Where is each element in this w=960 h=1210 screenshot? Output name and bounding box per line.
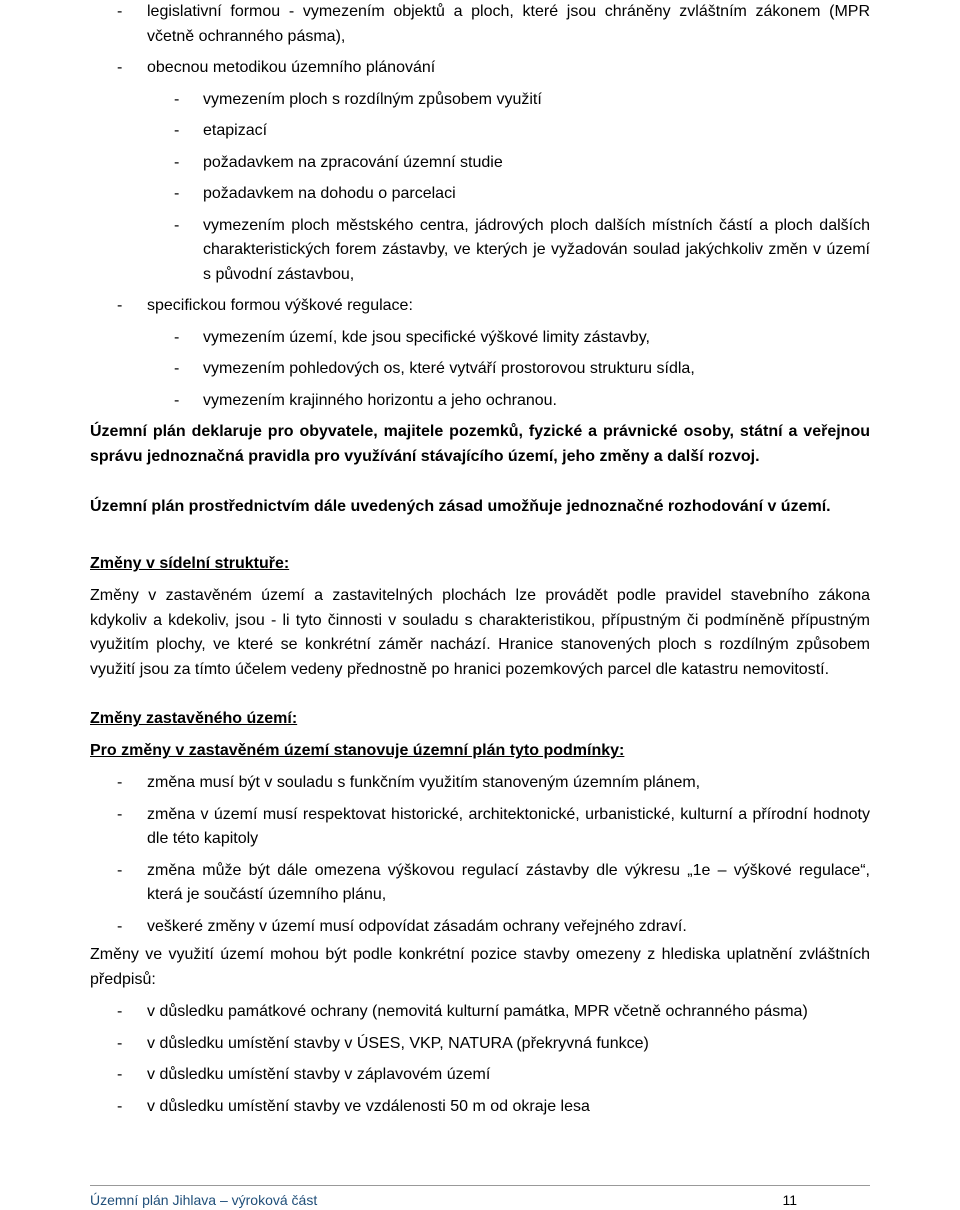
list-item — [90, 88, 870, 113]
footer-title: Územní plán Jihlava – výroková část — [90, 1192, 318, 1208]
list-item — [90, 915, 870, 940]
list-item-text: vymezením ploch s rozdílným způsobem využití — [203, 90, 542, 108]
page-number: 11 — [782, 1192, 797, 1208]
list-dash: - — [174, 216, 180, 234]
list-item — [90, 357, 870, 382]
list-dash: - — [117, 1097, 123, 1115]
list-item — [90, 214, 870, 288]
list-item-text: v důsledku umístění stavby ve vzdálenosti 50 m od okraje lesa — [147, 1097, 590, 1115]
page-footer — [90, 1185, 870, 1210]
list-item — [90, 1000, 870, 1025]
conditions-list — [90, 771, 870, 939]
principles-paragraph: Územní plán prostřednictvím dále uvedených zásad umožňuje jednoznačné rozhodování v území. — [90, 498, 831, 515]
list-item — [90, 294, 870, 319]
protection-list — [90, 0, 870, 413]
list-item-text: veškeré změny v území musí odpovídat zásadám ochrany veřejného zdraví. — [147, 917, 687, 935]
list-item — [90, 771, 870, 796]
list-item-text: změna může být dále omezena výškovou regulací zástavby dle výkresu „1e – výškové regulace“, která je součástí územního plánu, — [147, 861, 870, 903]
list-dash: - — [174, 360, 180, 377]
list-dash: - — [117, 774, 123, 791]
list-item-text: legislativní formou - vymezením objektů a ploch, které jsou chráněny zvláštním zákonem (MPR včetně ochranného pásma), — [147, 3, 870, 45]
list-item-text: vymezením krajinného horizontu a jeho ochranou. — [203, 391, 557, 409]
list-item — [90, 1095, 870, 1120]
list-item-text: požadavkem na dohodu o parcelaci — [203, 185, 456, 202]
list-dash: - — [174, 391, 180, 409]
list-item-text: požadavkem na zpracování územní studie — [203, 153, 503, 171]
list-item-text: vymezením pohledových os, které vytváří prostorovou strukturu sídla, — [203, 360, 695, 377]
list-item — [90, 1032, 870, 1057]
list-item — [90, 182, 870, 207]
list-item — [90, 389, 870, 414]
structure-heading: Změny v sídelní struktuře: — [90, 555, 290, 572]
list-dash: - — [117, 3, 123, 20]
list-dash: - — [174, 153, 180, 171]
list-item-text: etapizací — [203, 122, 268, 139]
list-dash: - — [117, 1003, 123, 1020]
list-dash: - — [117, 861, 123, 879]
list-dash: - — [117, 917, 123, 935]
list-item-text: změna musí být v souladu s funkčním využitím stanoveným územním plánem, — [147, 774, 701, 791]
list-item — [90, 326, 870, 351]
list-dash: - — [117, 1066, 123, 1083]
list-dash: - — [174, 185, 180, 202]
list-dash: - — [174, 328, 180, 346]
list-dash: - — [117, 297, 123, 314]
list-item — [90, 803, 870, 852]
list-dash: - — [117, 805, 123, 823]
list-dash: - — [174, 122, 180, 139]
list-item-text: změna v území musí respektovat historické, architektonické, urbanistické, kulturní a přírodní hodnoty dle této kapitoly — [147, 805, 870, 847]
list-item-text: specifickou formou výškové regulace: — [147, 297, 413, 314]
list-item-text: v důsledku umístění stavby v záplavovém území — [147, 1066, 491, 1083]
limits-list — [90, 1000, 870, 1119]
built-area-heading: Změny zastavěného území: — [90, 710, 298, 727]
list-dash: - — [174, 90, 180, 108]
list-item — [90, 0, 870, 49]
declaration-paragraph: Územní plán deklaruje pro obyvatele, majitele pozemků, fyzické a právnické osoby, státní a veřejnou správu jednoznačná pravidla pro využívání stávajícího území, jeho změny a další rozvoj. — [90, 423, 870, 465]
structure-paragraph: Změny v zastavěném území a zastavitelných plochách lze provádět podle pravidel stavebního zákona kdykoliv a kdekoliv, jsou - li tyto činnosti v souladu s charakteristikou, přípustným či podmíněně přípustným využitím plochy, ve které se konkrétní záměr nachází. Hranice stanovených ploch s rozdílným způsobem využití jsou za tímto účelem vedeny přednostně po hranici pozemkových parcel dle katastru nemovitostí. — [90, 587, 870, 678]
list-item — [90, 859, 870, 908]
list-item-text: vymezením ploch městského centra, jádrových ploch dalších místních částí a ploch dalších charakteristických forem zástavby, ve kterých je vyžadován soulad jakýchkoliv změn v území s původní zástavbou, — [203, 216, 870, 283]
limits-paragraph: Změny ve využití území mohou být podle konkrétní pozice stavby omezeny z hlediska uplatnění zvláštních předpisů: — [90, 946, 870, 988]
list-item-text: v důsledku památkové ochrany (nemovitá kulturní památka, MPR včetně ochranného pásma) — [147, 1003, 808, 1020]
list-item-text: v důsledku umístění stavby v ÚSES, VKP, NATURA (překryvná funkce) — [147, 1034, 649, 1052]
list-item — [90, 151, 870, 176]
conditions-heading: Pro změny v zastavěném území stanovuje územní plán tyto podmínky: — [90, 742, 625, 759]
list-item-text: obecnou metodikou územního plánování — [147, 59, 436, 76]
list-item — [90, 1063, 870, 1088]
list-item — [90, 119, 870, 144]
list-dash: - — [117, 59, 123, 76]
list-dash: - — [117, 1034, 123, 1052]
list-item-text: vymezením území, kde jsou specifické výškové limity zástavby, — [203, 328, 650, 346]
list-item — [90, 56, 870, 81]
